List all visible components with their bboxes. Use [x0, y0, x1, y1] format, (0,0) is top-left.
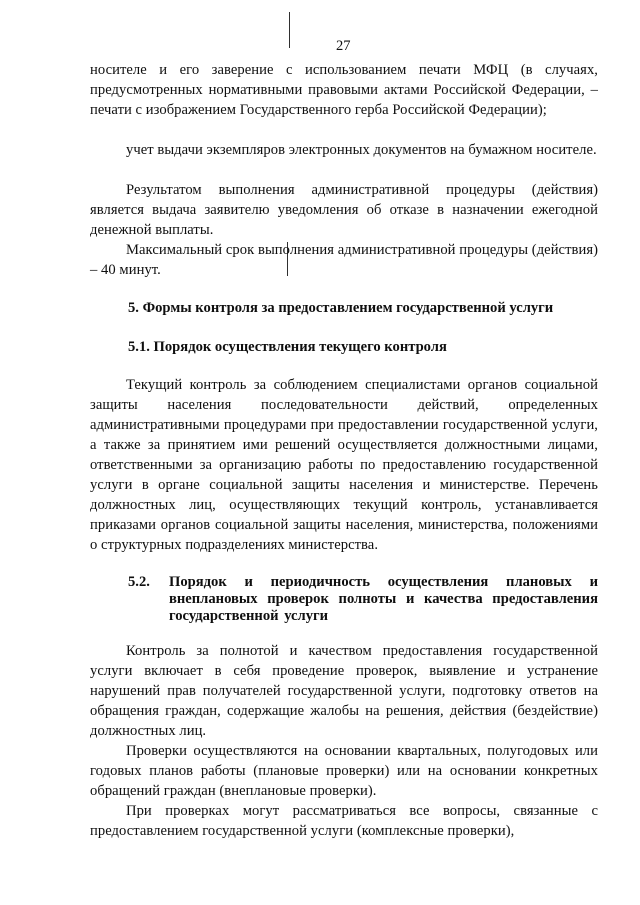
paragraph-quality-control: Контроль за полнотой и качеством предоставления государственной услуги включает в себя проведение проверок, выявление и устранение нарушений прав получателей государственной услуги, подготовку ответов на обращения граждан, содержащие жалобы на решения, действия (бездействие) должностных лиц. [90, 643, 598, 739]
section-heading-5-2 [128, 574, 598, 625]
paragraph-result: Результатом выполнения административной процедуры (действия) является выдача заявителю уведомления об отказе в назначении ежегодной денежной выплаты. [90, 182, 598, 238]
paragraph-current-control: Текущий контроль за соблюдением специалистами органов социальной защиты населения последовательности действий, определенных административными процедурами при предоставлении государственной услуги, а также за принятием ими решений осуществляется должностными лицами, ответственными за организацию работы по предоставлению государственной услуги в органе социальной защиты населения и министерстве. Перечень должностных лиц, осуществляющих текущий контроль, устанавливается приказами органов социальной защиты населения, министерства, положениями о структурных подразделениях министерства. [90, 377, 598, 553]
paragraph-inspection-scope: При проверках могут рассматриваться все вопросы, связанные с предоставлением государственной услуги (комплексные проверки), [90, 803, 598, 839]
section-title: Порядок и периодичность осуществления плановых и внеплановых проверок полноты и качества предоставления государственной услуги [169, 574, 598, 624]
paragraph-inspection-basis: Проверки осуществляются на основании квартальных, полугодовых или годовых планов работы (плановые проверки) или на основании конкретных обращений граждан (внеплановые проверки). [90, 743, 598, 799]
section-heading-5-1: 5.1. Порядок осуществления текущего контроля [128, 339, 447, 355]
paragraph-max-duration: Максимальный срок выполнения административной процедуры (действия) – 40 минут. [90, 242, 598, 278]
paragraph-record-keeping: учет выдачи экземпляров электронных документов на бумажном носителе. [126, 142, 597, 158]
scan-artifact-line [289, 12, 290, 48]
section-heading-5: 5. Формы контроля за предоставлением государственной услуги [128, 300, 554, 316]
paragraph-continuation: носителе и его заверение с использованием печати МФЦ (в случаях, предусмотренных нормативными правовыми актами Российской Федерации, – печати с изображением Государственного герба Российской Федерации); [90, 62, 598, 118]
section-number: 5.2. [128, 574, 150, 590]
page-number: 27 [336, 38, 351, 54]
